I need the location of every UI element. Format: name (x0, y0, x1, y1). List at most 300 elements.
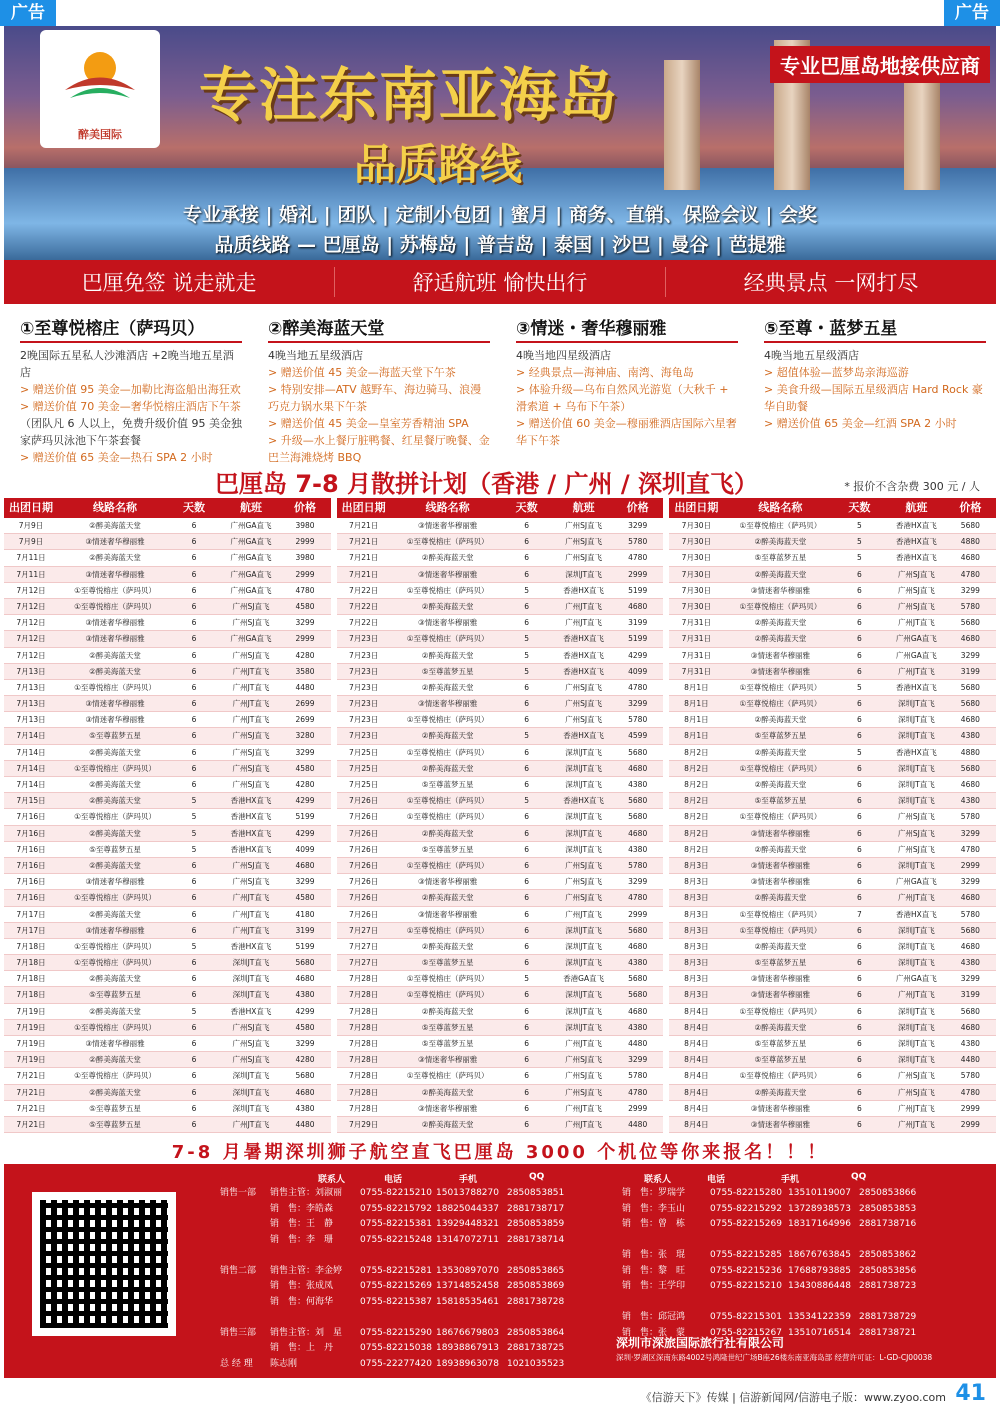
table-cell: 广州JT直飞 (565, 601, 603, 611)
table-cell: 广州SJ直飞 (232, 747, 270, 757)
tour-line: > 超值体验—蓝梦岛亲海巡游 (764, 366, 909, 379)
table-cell: 8月1日 (684, 682, 709, 692)
table-row (4, 599, 331, 615)
table-cell: 7月26日 (349, 796, 379, 806)
table-cell: ①至尊悦榕庄（萨玛贝） (739, 1071, 822, 1081)
table-row (4, 1085, 331, 1101)
table-cell: ②醉美海蓝天堂 (89, 828, 141, 838)
table-cell: 5199 (628, 585, 648, 595)
contact-header: 联系人 (318, 1175, 346, 1185)
contact-cell: 销 售：王 静 (270, 1219, 334, 1229)
table-row (337, 615, 664, 631)
table-cell: 深圳JT直飞 (897, 860, 935, 870)
contact-cell: 13929448321 (436, 1219, 499, 1229)
table-cell: 7月16日 (16, 844, 46, 854)
table-row (337, 1020, 664, 1036)
table-cell: 7月16日 (16, 893, 46, 903)
table-cell: 8月4日 (684, 1039, 709, 1048)
table-cell: 广州SJ直飞 (565, 1071, 603, 1081)
table-cell: 4780 (628, 682, 648, 692)
contact-cell: 1021035523 (507, 1358, 565, 1369)
table-cell: 4380 (295, 1103, 315, 1113)
table-cell: 5 (856, 553, 862, 563)
table-cell: 7月26日 (349, 812, 379, 822)
table-cell: 广州SJ直飞 (232, 1039, 270, 1048)
table-cell: 6 (856, 990, 862, 1000)
table-cell: 6 (524, 780, 530, 789)
contact-cell: 2881738721 (859, 1327, 917, 1338)
table-cell: 8月4日 (684, 1022, 709, 1032)
contact-cell: 2850853866 (859, 1188, 917, 1198)
table-cell: ①至尊悦榕庄（萨玛贝） (74, 1022, 156, 1032)
table-cell: 8月4日 (684, 1055, 709, 1065)
table-cell: 6 (524, 893, 530, 903)
table-cell: 广州GA直飞 (895, 650, 937, 660)
table-cell: 7月13日 (16, 715, 46, 725)
table-cell: ③情迷奢华穆丽雅 (418, 1055, 478, 1065)
table-cell: 6 (856, 601, 862, 611)
table-cell: 7月12日 (16, 650, 46, 660)
table-cell: 广州SJ直飞 (232, 763, 270, 773)
table-cell: 7月21日 (16, 1119, 46, 1129)
table-cell: 6 (524, 699, 530, 709)
table-cell: 6 (191, 650, 197, 660)
table-cell: 4380 (628, 780, 648, 789)
table-cell: 广州SJ直飞 (565, 877, 603, 887)
table-cell: 8月4日 (684, 1071, 709, 1081)
table-cell: 7月28日 (349, 1071, 379, 1081)
table-cell: ②醉美海蓝天堂 (754, 569, 807, 579)
table-cell: 4780 (628, 893, 648, 903)
table-cell: 5780 (960, 909, 980, 919)
contact-cell: 18676763845 (788, 1250, 851, 1260)
table-cell: 广州SJ直飞 (565, 553, 603, 563)
table-cell: 7月28日 (349, 1039, 379, 1048)
table-cell: 4380 (628, 958, 648, 968)
table-cell: 7月27日 (349, 925, 379, 935)
table-row (4, 1117, 331, 1133)
table-cell: 4880 (960, 537, 980, 547)
table-cell: ①至尊悦榕庄（萨玛贝） (739, 763, 822, 773)
column-header: 天数 (515, 501, 538, 514)
table-cell: 2999 (295, 569, 315, 579)
table-cell: ①至尊悦榕庄（萨玛贝） (74, 958, 156, 968)
table-cell: 广州SJ直飞 (897, 569, 935, 579)
table-cell: ②醉美海蓝天堂 (421, 650, 474, 660)
contact-cell: 销 售：邱冠鸿 (622, 1312, 686, 1322)
table-cell: ③情迷奢华穆丽雅 (85, 715, 145, 725)
table-row (337, 890, 664, 906)
table-cell: 深圳JT直飞 (232, 990, 270, 1000)
table-cell: 3199 (628, 618, 648, 628)
table-cell: ②醉美海蓝天堂 (754, 844, 807, 854)
table-cell: 7月31日 (681, 618, 711, 628)
table-cell: ②醉美海蓝天堂 (754, 634, 807, 644)
table-cell: ③情迷奢华穆丽雅 (85, 537, 145, 547)
table-cell: 6 (856, 715, 862, 725)
table-cell: 4680 (628, 941, 648, 951)
table-cell: 7 (856, 909, 862, 919)
table-cell: 4099 (628, 666, 648, 676)
table-cell: 7月28日 (349, 1087, 379, 1097)
table-cell: ②醉美海蓝天堂 (421, 682, 474, 692)
table-cell: 4480 (628, 1039, 648, 1048)
table-cell: ③情迷奢华穆丽雅 (750, 585, 810, 595)
contact-cell: 0755-82215269 (360, 1281, 432, 1291)
table-cell: 5780 (960, 1071, 980, 1081)
table-row (337, 858, 664, 874)
table-cell: ②醉美海蓝天堂 (754, 747, 807, 757)
table-cell: 广州SJ直飞 (565, 715, 603, 725)
contact-cell: 销售主管：刘 星 (270, 1327, 343, 1338)
table-cell: 8月2日 (684, 844, 709, 854)
hero-banner (4, 26, 996, 260)
table-cell: 8月4日 (684, 1119, 709, 1129)
table-row (4, 890, 331, 906)
table-row (669, 518, 996, 534)
table-cell: 广州SJ直飞 (897, 585, 935, 595)
tour-line: > 升级—水上餐厅脏鸭餐、红星餐厅晚餐、金巴兰海滩烧烤 BBQ (268, 434, 490, 464)
table-row (669, 1068, 996, 1084)
contact-cell: 0755-82215292 (710, 1203, 782, 1214)
table-row (337, 971, 664, 987)
table-cell: ②醉美海蓝天堂 (89, 1006, 141, 1016)
table-cell: 5 (524, 634, 530, 644)
table-cell: ②醉美海蓝天堂 (421, 893, 474, 903)
table-row (669, 874, 996, 890)
table-cell: 7月18日 (16, 974, 46, 984)
tour-line: > 赠送价值 70 美金—奢华悦榕庄酒店下午茶 (20, 400, 241, 413)
contact-cell: 18676679803 (436, 1327, 499, 1338)
table-cell: 6 (856, 796, 862, 806)
table-cell: 4580 (295, 601, 315, 611)
table-cell: 4680 (960, 553, 980, 563)
table-cell: 7月26日 (349, 860, 379, 870)
table-cell: 7月15日 (16, 796, 46, 806)
table-row (4, 858, 331, 874)
table-cell: ②醉美海蓝天堂 (421, 553, 474, 563)
table-cell: 广州JT直飞 (565, 1103, 603, 1113)
table-cell: 7月17日 (16, 925, 46, 935)
table-cell: 3299 (960, 877, 980, 887)
table-row (669, 615, 996, 631)
schedule-column (669, 498, 996, 1136)
table-cell: 4299 (295, 796, 315, 806)
table-cell: 广州JT直飞 (897, 893, 935, 903)
table-cell: 6 (856, 618, 862, 628)
contact-cell: 0755-82215210 (360, 1188, 432, 1198)
table-cell: 4680 (960, 893, 980, 903)
table-row (337, 1004, 664, 1020)
table-cell: 深圳JT直飞 (565, 958, 603, 968)
table-row (4, 842, 331, 858)
table-cell: 香港HX直飞 (895, 747, 937, 757)
table-cell: ③情迷奢华穆丽雅 (750, 650, 810, 660)
table-cell: ③情迷奢华穆丽雅 (85, 618, 145, 628)
table-cell: 7月31日 (681, 650, 711, 660)
table-cell: 4680 (628, 1006, 648, 1016)
table-row (4, 793, 331, 809)
contact-header: 联系人 (644, 1175, 672, 1185)
contact-cell: 0755-22277420 (360, 1358, 432, 1369)
table-row (337, 550, 664, 566)
contact-cell: 2850853851 (507, 1188, 565, 1198)
table-cell: 广州GA直飞 (230, 569, 272, 579)
table-row (4, 1020, 331, 1036)
contact-cell: 销 售：何海华 (270, 1296, 334, 1307)
table-cell: 5680 (960, 682, 980, 692)
contact-cell: 销售三部 (220, 1327, 257, 1338)
table-cell: 7月26日 (349, 877, 379, 887)
table-cell: 深圳JT直飞 (565, 990, 603, 1000)
table-cell: 7月22日 (349, 585, 379, 595)
table-cell: 4780 (960, 1087, 980, 1097)
table-cell: 3299 (628, 699, 648, 709)
table-cell: ③情迷奢华穆丽雅 (418, 618, 478, 628)
contact-cell: 15013788270 (436, 1188, 499, 1198)
table-cell: 6 (856, 974, 862, 984)
table-cell: 7月18日 (16, 990, 46, 1000)
tour-title: ③情迷・奢华穆丽雅 (516, 314, 738, 343)
schedule-header-row (337, 498, 664, 518)
table-cell: ②醉美海蓝天堂 (754, 893, 807, 903)
contact-cell: 销售一部 (220, 1188, 257, 1198)
table-cell: 8月3日 (684, 925, 709, 935)
table-cell: ①至尊悦榕庄（萨玛贝） (74, 1071, 156, 1081)
column-header: 出团日期 (9, 501, 53, 514)
table-cell: ⑤至尊蓝梦五星 (421, 1039, 474, 1048)
table-cell: ①至尊悦榕庄（萨玛贝） (406, 974, 489, 984)
table-cell: 2999 (960, 860, 980, 870)
table-cell: 8月2日 (684, 780, 709, 789)
table-cell: 6 (524, 763, 530, 773)
table-row (4, 518, 331, 534)
table-cell: 6 (856, 585, 862, 595)
contact-header: QQ (529, 1172, 545, 1182)
table-row (4, 809, 331, 825)
table-cell: 深圳JT直飞 (897, 763, 935, 773)
table-cell: 深圳JT直飞 (565, 747, 603, 757)
table-row (669, 664, 996, 680)
table-cell: 香港HX直飞 (895, 537, 937, 547)
table-cell: 6 (524, 537, 530, 547)
table-cell: 广州GA直飞 (895, 634, 937, 644)
table-cell: 7月12日 (16, 601, 46, 611)
table-cell: 7月28日 (349, 1006, 379, 1016)
table-cell: 广州SJ直飞 (232, 650, 270, 660)
table-cell: 5 (191, 1006, 197, 1016)
contact-cell: 0755-82215269 (710, 1219, 782, 1229)
table-cell: 2999 (628, 1103, 648, 1113)
table-cell: 6 (191, 763, 197, 773)
table-cell: ③情迷奢华穆丽雅 (750, 666, 810, 676)
table-cell: 5 (524, 731, 530, 741)
schedule-table (4, 498, 996, 1136)
table-cell: 6 (856, 925, 862, 935)
table-row (669, 1036, 996, 1052)
table-row (669, 1117, 996, 1133)
table-cell: 7月21日 (16, 1087, 46, 1097)
table-cell: 5680 (960, 763, 980, 773)
table-row (669, 534, 996, 550)
table-row (337, 939, 664, 955)
tower-image (904, 70, 940, 190)
table-cell: 8月3日 (684, 941, 709, 951)
table-row (337, 664, 664, 680)
table-row (337, 583, 664, 599)
table-cell: 广州JT直飞 (897, 1119, 935, 1129)
table-cell: ②醉美海蓝天堂 (754, 618, 807, 628)
table-row (669, 793, 996, 809)
table-cell: 深圳JT直飞 (897, 1039, 935, 1048)
table-cell: 深圳JT直飞 (565, 780, 603, 789)
table-row (337, 793, 664, 809)
table-cell: 7月26日 (349, 909, 379, 919)
table-row (337, 680, 664, 696)
table-cell: 深圳JT直飞 (897, 1055, 935, 1065)
table-cell: 4280 (295, 650, 315, 660)
table-cell: ①至尊悦榕庄（萨玛贝） (739, 521, 822, 530)
table-cell: 4680 (295, 1087, 315, 1097)
table-cell: 广州JT直飞 (232, 699, 270, 709)
table-cell: 6 (191, 634, 197, 644)
contact-cell: 18938867913 (436, 1343, 499, 1353)
table-cell: ①至尊悦榕庄（萨玛贝） (739, 699, 822, 709)
table-row (337, 1052, 664, 1068)
table-cell: 4680 (960, 715, 980, 725)
table-cell: ①至尊悦榕庄（萨玛贝） (739, 682, 822, 692)
table-cell: 6 (191, 1119, 197, 1129)
services-line: 专业承接 | 婚礼 | 团队 | 定制小包团 | 蜜月 | 商务、直销、保险会议 | 会奖 (182, 204, 817, 226)
contact-cell: 13510119007 (788, 1188, 851, 1198)
table-cell: 7月31日 (681, 666, 711, 676)
table-cell: 7月16日 (16, 877, 46, 887)
table-cell: 5680 (960, 618, 980, 628)
table-cell: ②醉美海蓝天堂 (421, 1006, 474, 1016)
contact-header: 手机 (781, 1175, 800, 1185)
table-cell: 5680 (628, 990, 648, 1000)
table-cell: 7月12日 (16, 585, 46, 595)
table-cell: 4680 (960, 941, 980, 951)
tour-card (252, 308, 500, 464)
contact-header: 电话 (707, 1175, 726, 1185)
table-cell: 4680 (295, 860, 315, 870)
table-row (669, 1004, 996, 1020)
contact-cell: 陈志刚 (270, 1358, 298, 1369)
table-cell: 6 (856, 1039, 862, 1048)
contact-cell: 0755-82215387 (360, 1296, 432, 1307)
table-cell: 香港HX直飞 (563, 585, 605, 595)
table-cell: ①至尊悦榕庄（萨玛贝） (406, 1071, 489, 1081)
table-row (669, 987, 996, 1003)
table-cell: 7月18日 (16, 941, 46, 951)
table-row (669, 712, 996, 728)
table-cell: 7月26日 (349, 828, 379, 838)
schedule-column (4, 498, 331, 1136)
table-cell: ②醉美海蓝天堂 (421, 1087, 474, 1097)
table-cell: 3299 (628, 877, 648, 887)
tour-line: （团队凡 6 人以上，免费升级价值 95 美金独家萨玛贝泳池下午茶套餐 (20, 417, 242, 447)
tour-card (4, 308, 252, 464)
table-cell: ①至尊悦榕庄（萨玛贝） (406, 796, 489, 806)
table-cell: 6 (191, 699, 197, 709)
table-cell: 7月21日 (16, 1103, 46, 1113)
table-cell: 6 (856, 666, 862, 676)
table-cell: 广州GA直飞 (895, 877, 937, 887)
table-cell: 5780 (628, 860, 648, 870)
table-cell: 7月19日 (16, 1055, 46, 1065)
table-cell: ③情迷奢华穆丽雅 (750, 1103, 810, 1113)
table-cell: 6 (524, 1022, 530, 1032)
contact-cell: 18317164996 (788, 1219, 851, 1229)
table-cell: 5680 (628, 812, 648, 822)
table-cell: 深圳JT直飞 (565, 569, 603, 579)
table-cell: 6 (856, 860, 862, 870)
table-cell: 6 (191, 780, 197, 789)
feature-item: 舒适航班 愉快出行 (335, 267, 666, 297)
table-row (4, 874, 331, 890)
table-cell: 7月23日 (349, 682, 379, 692)
table-row (4, 631, 331, 647)
table-cell: 深圳JT直飞 (897, 699, 935, 709)
table-cell: ②醉美海蓝天堂 (421, 941, 474, 951)
table-row (4, 1068, 331, 1084)
qr-code[interactable] (32, 1192, 176, 1336)
table-cell: 深圳JT直飞 (232, 1103, 270, 1113)
publication-info: 《信游天下》传媒 | 信游新闻网/信游电子版：www.zyoo.com (640, 1391, 946, 1404)
table-cell: ⑤至尊蓝梦五星 (89, 1103, 141, 1113)
table-cell: 6 (191, 958, 197, 968)
contact-cell: 13430886448 (788, 1281, 851, 1291)
table-cell: 3980 (295, 521, 315, 530)
sun-logo-icon (55, 30, 145, 110)
table-cell: 8月2日 (684, 796, 709, 806)
tour-line: > 特别安排—ATV 越野车、海边骑马、浪漫巧克力锅水果下午茶 (268, 383, 482, 413)
table-row (4, 1004, 331, 1020)
table-cell: 8月3日 (684, 974, 709, 984)
table-cell: 广州SJ直飞 (897, 844, 935, 854)
contact-cell: 2881738725 (507, 1343, 565, 1353)
tour-title: ①至尊悦榕庄（萨玛贝） (20, 314, 242, 343)
contact-cell: 13714852458 (436, 1281, 499, 1291)
table-cell: 8月4日 (684, 1103, 709, 1113)
tour-title: ②醉美海蓝天堂 (268, 314, 490, 343)
table-cell: 广州SJ直飞 (232, 860, 270, 870)
tour-line: 4晚当地四星级酒店 (516, 349, 611, 362)
contact-cell: 2881738717 (507, 1203, 565, 1214)
table-cell: 7月22日 (349, 618, 379, 628)
table-cell: 7月12日 (16, 634, 46, 644)
table-cell: 广州GA直飞 (230, 634, 272, 644)
table-cell: 6 (524, 1087, 530, 1097)
table-row (4, 712, 331, 728)
table-cell: 2999 (628, 569, 648, 579)
contact-cell: 销售二部 (220, 1265, 257, 1276)
table-cell: 5 (524, 650, 530, 660)
table-cell: 广州SJ直飞 (565, 860, 603, 870)
table-cell: ②醉美海蓝天堂 (754, 1022, 807, 1032)
table-cell: 广州SJ直飞 (565, 699, 603, 709)
table-row (669, 890, 996, 906)
table-cell: 6 (524, 877, 530, 887)
table-row (337, 1036, 664, 1052)
table-cell: 7月13日 (16, 699, 46, 709)
table-cell: 5 (856, 521, 862, 530)
supplier-badge: 专业巴厘岛地接供应商 (770, 46, 990, 83)
table-cell: ①至尊悦榕庄（萨玛贝） (74, 682, 156, 692)
tour-card (500, 308, 748, 460)
table-cell: 7月21日 (349, 553, 379, 563)
